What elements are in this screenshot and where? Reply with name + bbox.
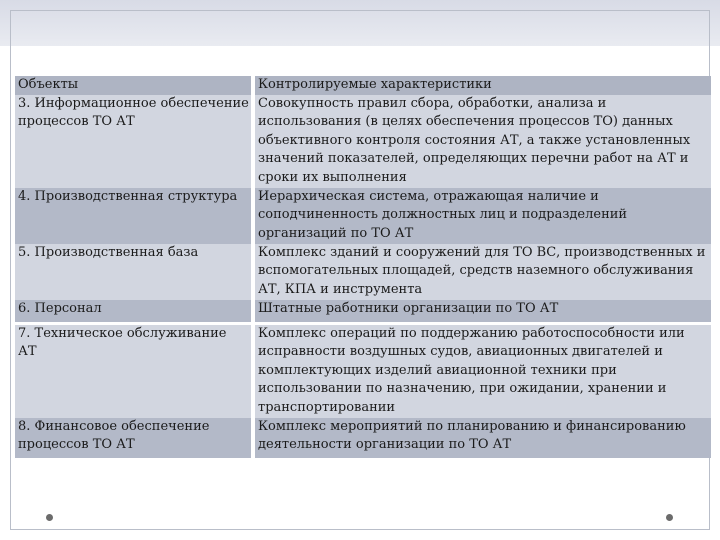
table-row [15,300,711,322]
row-characteristics: Штатные работники организации по ТО АТ [258,300,559,316]
row-object: 5. Производственная база [15,244,255,300]
table-row [15,325,711,418]
row-object: 6. Персонал [15,300,255,322]
corner-bullet-left [46,514,53,521]
row-characteristics: Комплекс операций по поддержанию работоспособности или исправности воздушных судов, авиационных двигателей и комплектующих изделий авиационной техники при использовании по назначению, при ожидании, хранении и транспортировании [258,325,685,415]
row-object: 4. Производственная структура [15,188,255,244]
row-object: 8. Финансовое обеспечение процессов ТО АТ [15,418,255,458]
table-header-row [15,76,711,95]
row-characteristics: Комплекс зданий и сооружений для ТО ВС, производственных и вспомогательных площадей, средств наземного обслуживания АТ, КПА и инструмента [258,244,706,297]
table-row [15,418,711,458]
row-object: 3. Информационное обеспечение процессов ТО АТ [15,95,255,188]
row-object: 7. Техническое обслуживание АТ [15,325,255,418]
row-characteristics: Совокупность правил сбора, обработки, анализа и использования (в целях обеспечения процессов ТО) данных объективного контроля состояния АТ, а также установленных значений показателей, определяющих перечни работ на АТ и сроки их выполнения [258,95,691,185]
row-characteristics: Иерархическая система, отражающая наличие и соподчиненность должностных лиц и подразделений организаций по ТО АТ [258,188,628,241]
table-row [15,95,711,188]
header-objects: Объекты [15,76,255,95]
corner-bullet-right [666,514,673,521]
row-characteristics: Комплекс мероприятий по планированию и финансированию деятельности организации по ТО АТ [258,418,686,453]
table-row [15,188,711,244]
header-characteristics: Контролируемые характеристики [258,77,492,92]
characteristics-table [15,76,711,458]
table-row [15,244,711,300]
